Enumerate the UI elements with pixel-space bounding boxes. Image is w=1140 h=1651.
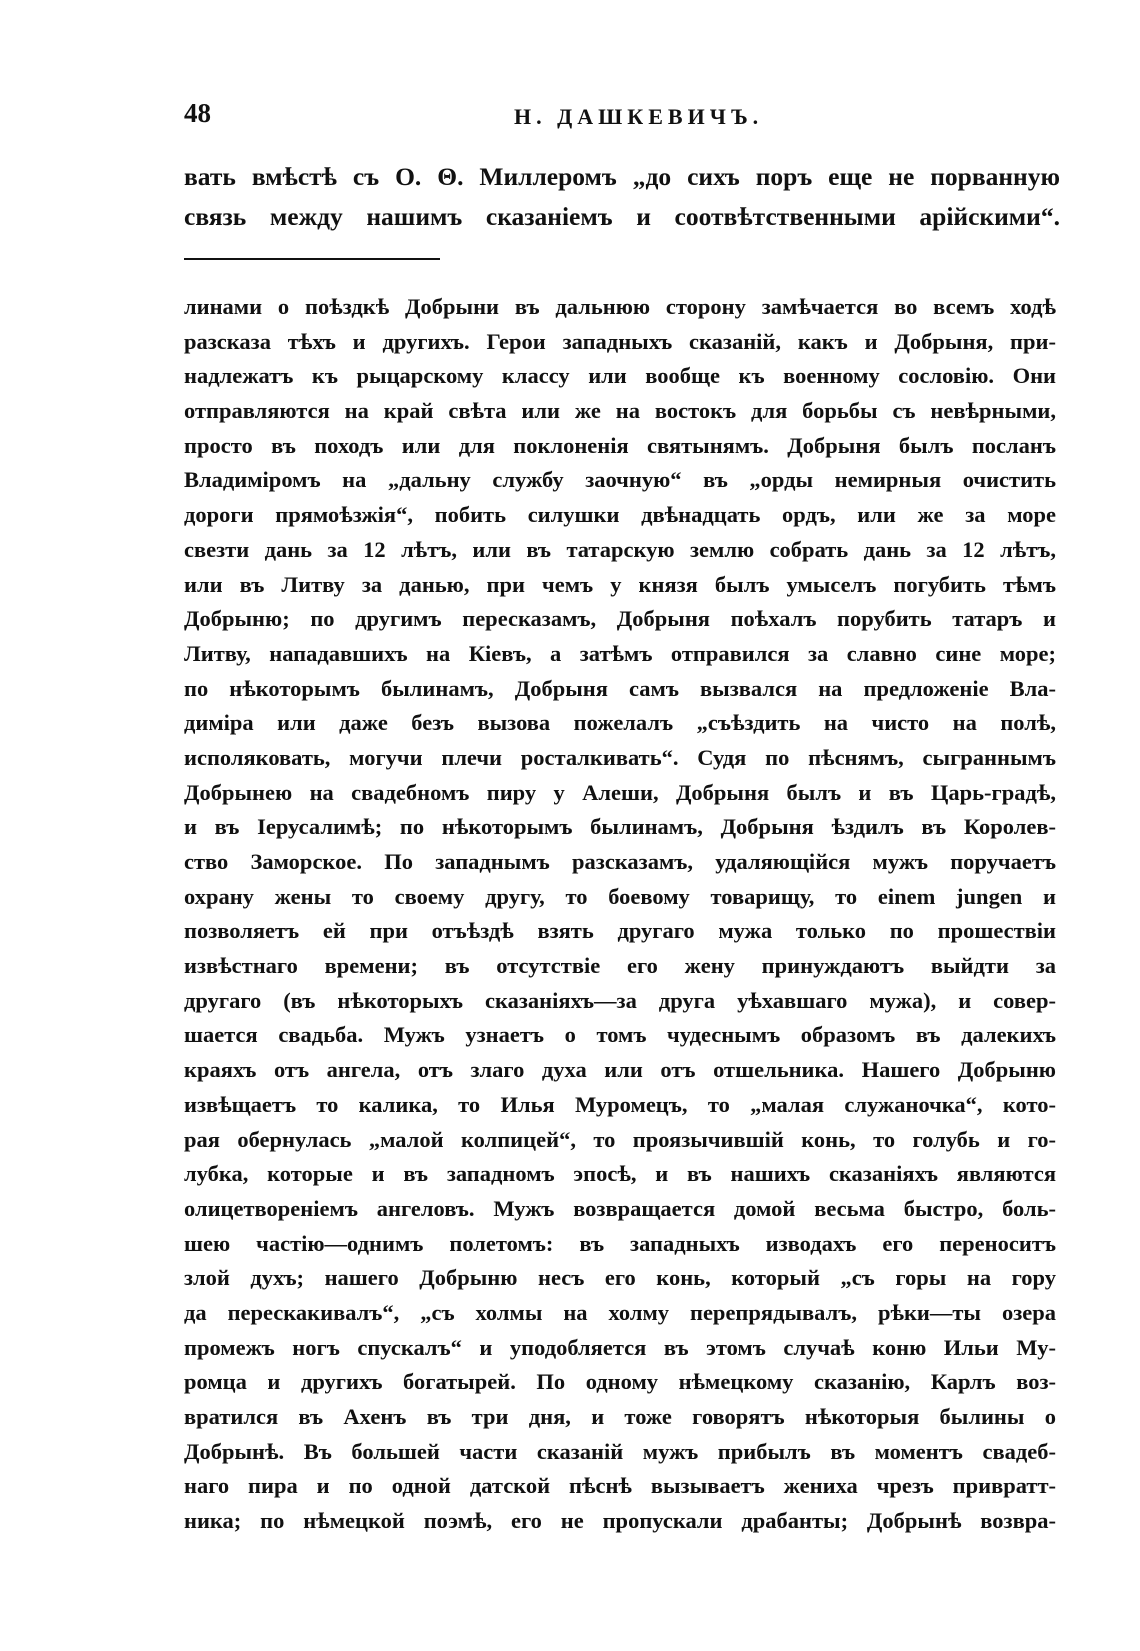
- footnote-line: Добрыню; по другимъ пересказамъ, Добрыня поѣхалъ порубить татаръ и: [184, 606, 1056, 632]
- page-number: 48: [184, 98, 211, 128]
- footnote-line: разсказа тѣхъ и другихъ. Герои западныхъ сказаній, какъ и Добрыня, при-: [184, 328, 1056, 354]
- footnote-line: промежъ ногъ спускалъ“ и уподобляется въ этомъ случаѣ коню Ильи Му-: [184, 1334, 1056, 1360]
- footnote-line: ника; по нѣмецкой поэмѣ, его не пропускали драбанты; Добрынѣ возвра-: [184, 1508, 1056, 1534]
- footnote-separator: [184, 258, 440, 260]
- footnote-line: по нѣкоторымъ былинамъ, Добрыня самъ вызвался на предложеніе Вла-: [184, 675, 1056, 701]
- footnote-text: [184, 290, 1056, 1539]
- footnote-line: линами о поѣздкѣ Добрыни въ дальнюю сторону замѣчается во всемъ ходѣ: [184, 294, 1056, 319]
- footnote-line: Добрынѣ. Въ большей части сказаній мужъ прибылъ въ моментъ свадеб-: [184, 1438, 1056, 1464]
- main-text-line: связь между нашимъ сказаніемъ и соотвѣтственными арійскими“.: [184, 202, 1060, 231]
- footnote-line: краяхъ отъ ангела, отъ злаго духа или отъ отшельника. Нашего Добрыню: [184, 1057, 1056, 1083]
- footnote-line: вратился въ Ахенъ въ три дня, и тоже говорятъ нѣкоторыя былины о: [184, 1404, 1056, 1429]
- footnote-line: диміра или даже безъ вызова пожелалъ „съѣздить на чисто на полѣ,: [184, 710, 1056, 736]
- footnote-line: лубка, которые и въ западномъ эпосѣ, и въ нашихъ сказаніяхъ являются: [184, 1161, 1056, 1187]
- footnote-line: Добрынею на свадебномъ пиру у Алеши, Добрыня былъ и въ Царь-градѣ,: [184, 779, 1056, 805]
- footnote-line: позволяетъ ей при отъѣздѣ взять другаго мужа только по прошествіи: [184, 918, 1056, 944]
- footnote-line: Литву, нападавшихъ на Кіевъ, а затѣмъ отправился за славно сине море;: [184, 640, 1056, 666]
- footnote-line: дороги прямоѣзжія“, побить силушки двѣнадцать ордъ, или же за море: [184, 502, 1056, 528]
- footnote-line: олицетвореніемъ ангеловъ. Мужъ возвращается домой весьма быстро, боль-: [184, 1195, 1056, 1221]
- footnote-line: да перескакивалъ“, „съ холмы на холму перепрядывалъ, рѣки—ты озера: [184, 1299, 1056, 1325]
- footnote-line: извѣщаетъ то калика, то Илья Муромецъ, то „малая служаночка“, кото-: [184, 1091, 1056, 1117]
- footnote-line: надлежатъ къ рыцарскому классу или вообще къ военному сословію. Они: [184, 363, 1056, 389]
- footnote-line: и въ Іерусалимѣ; по нѣкоторымъ былинамъ, Добрыня ѣздилъ въ Королев-: [184, 814, 1056, 840]
- footnote-line: шею частію—однимъ полетомъ: въ западныхъ изводахъ его переноситъ: [184, 1230, 1056, 1256]
- footnote-line: или въ Литву за данью, при чемъ у князя былъ умыселъ погубить тѣмъ: [184, 571, 1056, 597]
- footnote-line: наго пира и по одной датской пѣснѣ вызываетъ жениха чрезъ привратт-: [184, 1473, 1056, 1499]
- footnote-line: отправляются на край свѣта или же на востокъ для борьбы съ невѣрными,: [184, 398, 1056, 424]
- footnote-line: шается свадьба. Мужъ узнаетъ о томъ чудеснымъ образомъ въ далекихъ: [184, 1022, 1056, 1048]
- footnote-line: ромца и другихъ богатырей. По одному нѣмецкому сказанію, Карлъ воз-: [184, 1369, 1056, 1395]
- footnote-line: исполяковать, могучи плечи росталкивать“. Судя по пѣснямъ, сыграннымъ: [184, 744, 1056, 770]
- main-text-line: вать вмѣстѣ съ О. Θ. Миллеромъ „до сихъ поръ еще не порванную: [184, 162, 1060, 191]
- footnote-line: другаго (въ нѣкоторыхъ сказаніяхъ—за друга уѣхавшаго мужа), и совер-: [184, 987, 1056, 1013]
- page-header: [184, 98, 1052, 138]
- running-head: Н. ДАШКЕВИЧЪ.: [514, 104, 764, 129]
- footnote-line: злой духъ; нашего Добрыню несъ его конь, который „съ горы на гору: [184, 1265, 1056, 1291]
- footnote-line: рая обернулась „малой колпицей“, то проязычившій конь, то голубь и го-: [184, 1126, 1056, 1152]
- footnote-line: извѣстнаго времени; въ отсутствіе его жену принуждаютъ выйдти за: [184, 953, 1056, 979]
- footnote-line: охрану жены то своему другу, то боевому товарищу, то einem jungen и: [184, 883, 1056, 909]
- footnote-line: свезти дань за 12 лѣтъ, или въ татарскую землю собрать дань за 12 лѣтъ,: [184, 536, 1056, 562]
- footnote-line: ство Заморское. По западнымъ разсказамъ, удаляющійся мужъ поручаетъ: [184, 849, 1056, 874]
- footnote-line: Владиміромъ на „дальну службу заочную“ въ „орды немирныя очистить: [184, 467, 1056, 493]
- footnote-line: просто въ походъ или для поклоненія святынямъ. Добрыня былъ посланъ: [184, 432, 1056, 458]
- main-text-continuation: [184, 157, 1060, 237]
